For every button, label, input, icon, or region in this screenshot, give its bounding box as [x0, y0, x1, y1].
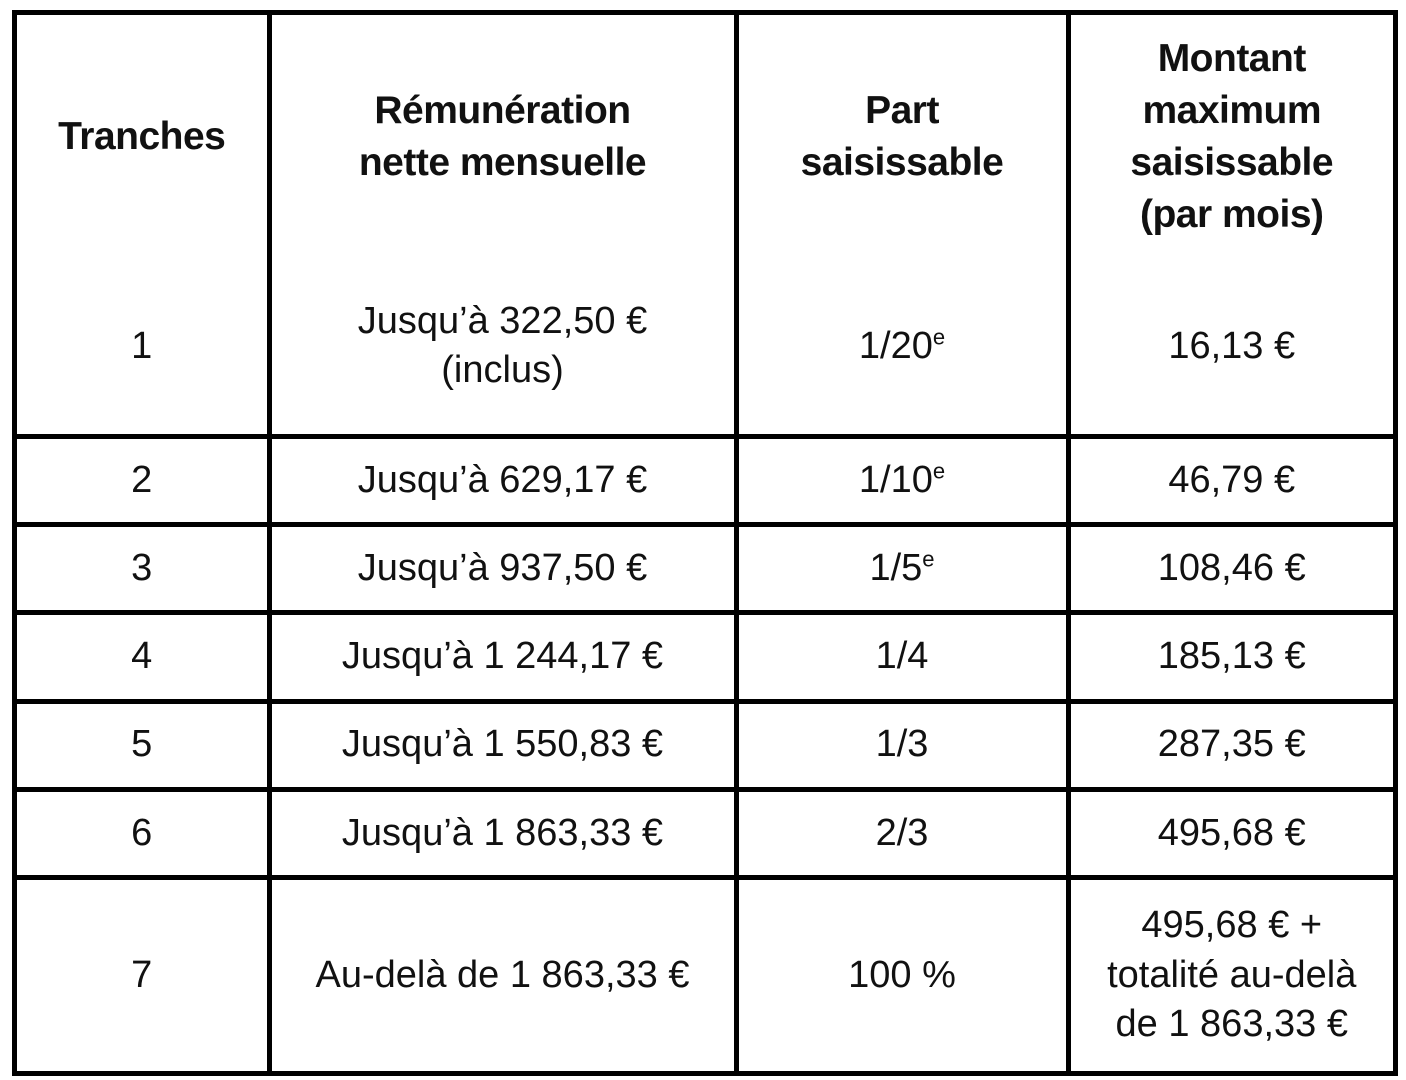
cell-remuneration: Jusqu’à 322,50 € (inclus) [269, 259, 736, 436]
header-montant: Montant maximum saisissable (par mois) [1068, 15, 1393, 259]
table-row [17, 789, 1393, 877]
cell-remuneration: Jusqu’à 1 244,17 € [269, 613, 736, 701]
cell-remuneration: Jusqu’à 937,50 € [269, 525, 736, 613]
cell-part: 2/3 [736, 789, 1068, 877]
table-row [17, 259, 1393, 436]
cell-montant: 108,46 € [1068, 525, 1393, 613]
cell-montant: 495,68 € [1068, 789, 1393, 877]
header-row [17, 15, 1393, 259]
cell-part: 1/20e [736, 259, 1068, 436]
cell-tranche: 3 [17, 525, 269, 613]
table-row [17, 525, 1393, 613]
ordinal-superscript: e [932, 324, 946, 350]
cell-tranche: 1 [17, 259, 269, 436]
cell-part: 1/5e [736, 525, 1068, 613]
ordinal-superscript: e [932, 458, 946, 484]
cell-montant: 495,68 € + totalité au-delà de 1 863,33 € [1068, 877, 1393, 1071]
table-row [17, 701, 1393, 789]
data-table [17, 15, 1393, 1071]
cell-tranche: 4 [17, 613, 269, 701]
table-row [17, 436, 1393, 524]
cell-montant: 185,13 € [1068, 613, 1393, 701]
cell-tranche: 5 [17, 701, 269, 789]
header-remuneration: Rémunération nette mensuelle [269, 15, 736, 259]
cell-remuneration: Jusqu’à 1 863,33 € [269, 789, 736, 877]
table-row [17, 877, 1393, 1071]
cell-tranche: 6 [17, 789, 269, 877]
cell-montant: 287,35 € [1068, 701, 1393, 789]
cell-part: 1/3 [736, 701, 1068, 789]
cell-remuneration: Jusqu’à 1 550,83 € [269, 701, 736, 789]
header-tranches: Tranches [17, 15, 269, 259]
cell-montant: 46,79 € [1068, 436, 1393, 524]
ordinal-superscript: e [922, 546, 935, 572]
cell-remuneration: Au-delà de 1 863,33 € [269, 877, 736, 1071]
cell-tranche: 7 [17, 877, 269, 1071]
cell-part: 1/4 [736, 613, 1068, 701]
cell-tranche: 2 [17, 436, 269, 524]
cell-part: 100 % [736, 877, 1068, 1071]
cell-remuneration: Jusqu’à 629,17 € [269, 436, 736, 524]
header-part: Part saisissable [736, 15, 1068, 259]
cell-montant: 16,13 € [1068, 259, 1393, 436]
saisie-table [12, 10, 1398, 1076]
cell-part: 1/10e [736, 436, 1068, 524]
table-row [17, 613, 1393, 701]
